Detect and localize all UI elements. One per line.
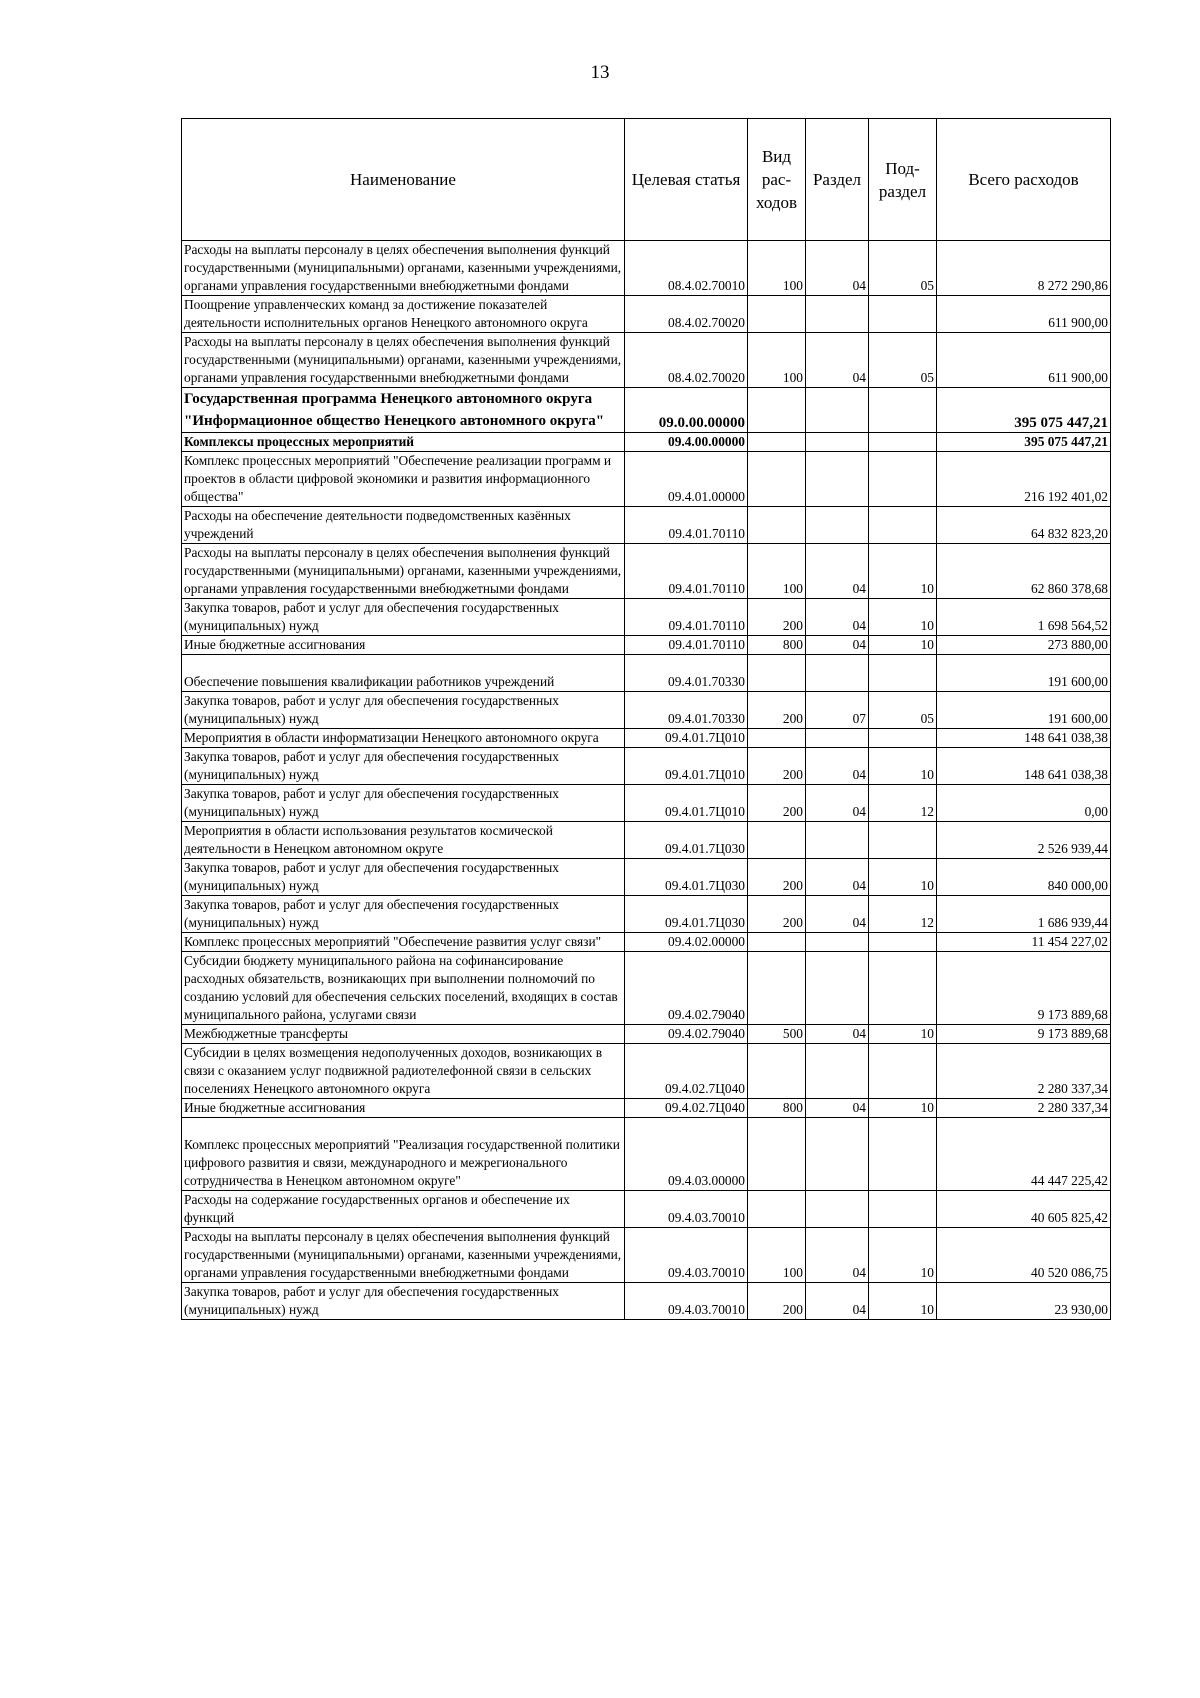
row-name: Обеспечение повышения квалификации работников учреждений	[182, 655, 625, 692]
row-target-code: 09.4.02.79040	[625, 1025, 748, 1044]
row-target-code: 09.4.01.70330	[625, 692, 748, 729]
row-name: Иные бюджетные ассигнования	[182, 1099, 625, 1118]
row-name: Расходы на обеспечение деятельности подведомственных казённых учреждений	[182, 507, 625, 544]
row-target-code: 09.4.01.70110	[625, 636, 748, 655]
row-subsection: 10	[869, 1099, 937, 1118]
row-target-code: 09.4.01.7Ц010	[625, 748, 748, 785]
row-subsection: 10	[869, 1228, 937, 1283]
row-subsection	[869, 507, 937, 544]
table-row	[182, 822, 1111, 859]
row-target-code: 09.4.01.7Ц030	[625, 859, 748, 896]
row-section	[806, 507, 869, 544]
row-target-code: 09.4.03.00000	[625, 1118, 748, 1191]
row-total: 9 173 889,68	[937, 952, 1111, 1025]
row-section: 04	[806, 241, 869, 296]
row-section	[806, 655, 869, 692]
row-total: 611 900,00	[937, 333, 1111, 388]
table-row	[182, 896, 1111, 933]
row-section	[806, 1044, 869, 1099]
row-target-code: 08.4.02.70010	[625, 241, 748, 296]
row-section	[806, 933, 869, 952]
row-target-code: 09.4.01.7Ц010	[625, 729, 748, 748]
row-total: 216 192 401,02	[937, 452, 1111, 507]
row-target-code: 09.4.01.00000	[625, 452, 748, 507]
row-name: Мероприятия в области информатизации Ненецкого автономного округа	[182, 729, 625, 748]
row-total: 8 272 290,86	[937, 241, 1111, 296]
row-subsection	[869, 729, 937, 748]
row-kind	[748, 822, 806, 859]
row-section: 04	[806, 636, 869, 655]
row-total: 611 900,00	[937, 296, 1111, 333]
row-name: Субсидии в целях возмещения недополученных доходов, возникающих в связи с оказанием услуг подвижной радиотелефонной связи в сельских поселениях Ненецкого автономного округа	[182, 1044, 625, 1099]
row-target-code: 09.4.03.70010	[625, 1228, 748, 1283]
row-subsection	[869, 1191, 937, 1228]
table-row	[182, 599, 1111, 636]
row-subsection: 10	[869, 859, 937, 896]
row-target-code: 08.4.02.70020	[625, 296, 748, 333]
row-section	[806, 296, 869, 333]
table-row	[182, 1099, 1111, 1118]
row-name: Межбюджетные трансферты	[182, 1025, 625, 1044]
row-section: 04	[806, 896, 869, 933]
row-subsection	[869, 822, 937, 859]
row-total: 2 280 337,34	[937, 1044, 1111, 1099]
row-name: Иные бюджетные ассигнования	[182, 636, 625, 655]
page-number: 13	[590, 62, 610, 83]
table-row	[182, 1283, 1111, 1320]
row-kind: 800	[748, 636, 806, 655]
header-subsection-line-2: раздел	[878, 181, 927, 201]
row-subsection	[869, 655, 937, 692]
row-name: Расходы на выплаты персоналу в целях обеспечения выполнения функций государственными (муниципальными) органами, казенными учреждениями, органами управления государственными внебюджетными фондами	[182, 333, 625, 388]
row-subsection: 05	[869, 333, 937, 388]
row-kind	[748, 952, 806, 1025]
row-total: 64 832 823,20	[937, 507, 1111, 544]
row-kind: 200	[748, 859, 806, 896]
row-name: Комплекс процессных мероприятий "Реализация государственной политики цифрового развития и связи, международного и межрегионального сотрудничества в Ненецком автономном округе"	[182, 1118, 625, 1191]
row-target-code: 09.4.03.70010	[625, 1191, 748, 1228]
header-kind	[748, 119, 806, 241]
row-total: 148 641 038,38	[937, 729, 1111, 748]
row-total: 1 686 939,44	[937, 896, 1111, 933]
header-subsection-line-1: Под-	[885, 158, 920, 178]
table-row	[182, 785, 1111, 822]
row-total: 62 860 378,68	[937, 544, 1111, 599]
header-name: Наименование	[182, 119, 625, 241]
row-name: Комплексы процессных мероприятий	[182, 433, 625, 452]
table-row	[182, 452, 1111, 507]
row-kind	[748, 729, 806, 748]
row-kind	[748, 1044, 806, 1099]
table-row	[182, 296, 1111, 333]
table-row	[182, 952, 1111, 1025]
row-subsection: 10	[869, 1025, 937, 1044]
row-subsection	[869, 452, 937, 507]
row-kind: 500	[748, 1025, 806, 1044]
row-kind: 100	[748, 544, 806, 599]
row-total: 9 173 889,68	[937, 1025, 1111, 1044]
row-target-code: 09.4.03.70010	[625, 1283, 748, 1320]
row-kind	[748, 1191, 806, 1228]
row-section: 04	[806, 1025, 869, 1044]
row-section: 04	[806, 785, 869, 822]
row-name: Закупка товаров, работ и услуг для обеспечения государственных (муниципальных) нужд	[182, 1283, 625, 1320]
row-target-code: 09.4.01.70110	[625, 507, 748, 544]
row-kind	[748, 1118, 806, 1191]
table-row	[182, 544, 1111, 599]
row-subsection	[869, 1118, 937, 1191]
table-row	[182, 655, 1111, 692]
row-section	[806, 433, 869, 452]
row-target-code: 09.4.00.00000	[625, 433, 748, 452]
row-total: 40 520 086,75	[937, 1228, 1111, 1283]
row-subsection: 10	[869, 1283, 937, 1320]
table-row	[182, 333, 1111, 388]
row-kind: 100	[748, 1228, 806, 1283]
row-kind: 200	[748, 599, 806, 636]
table-row	[182, 1044, 1111, 1099]
row-name: Расходы на выплаты персоналу в целях обеспечения выполнения функций государственными (муниципальными) органами, казенными учреждениями, органами управления государственными внебюджетными фондами	[182, 241, 625, 296]
row-name: Расходы на выплаты персоналу в целях обеспечения выполнения функций государственными (муниципальными) органами, казенными учреждениями, органами управления государственными внебюджетными фондами	[182, 1228, 625, 1283]
header-kind-line-2: рас-	[761, 170, 792, 189]
row-name: Расходы на содержание государственных органов и обеспечение их функций	[182, 1191, 625, 1228]
row-section: 04	[806, 599, 869, 636]
row-target-code: 09.0.00.00000	[625, 388, 748, 433]
header-kind-line-1: Вид	[761, 147, 792, 166]
row-section	[806, 1191, 869, 1228]
row-name: Расходы на выплаты персоналу в целях обеспечения выполнения функций государственными (муниципальными) органами, казенными учреждениями, органами управления государственными внебюджетными фондами	[182, 544, 625, 599]
row-section	[806, 388, 869, 433]
row-name: Закупка товаров, работ и услуг для обеспечения государственных (муниципальных) нужд	[182, 599, 625, 636]
header-subsection	[869, 119, 937, 241]
row-kind	[748, 507, 806, 544]
row-total: 1 698 564,52	[937, 599, 1111, 636]
table-header-row	[182, 119, 1111, 241]
table-row	[182, 1228, 1111, 1283]
header-total: Всего расходов	[937, 119, 1111, 241]
table-row	[182, 388, 1111, 433]
header-kind-line-3: ходов	[755, 193, 798, 212]
row-name: Комплекс процессных мероприятий "Обеспечение развития услуг связи"	[182, 933, 625, 952]
row-target-code: 09.4.02.79040	[625, 952, 748, 1025]
row-kind	[748, 433, 806, 452]
header-section: Раздел	[806, 119, 869, 241]
row-total: 40 605 825,42	[937, 1191, 1111, 1228]
table-row	[182, 933, 1111, 952]
table-row	[182, 729, 1111, 748]
row-section	[806, 452, 869, 507]
row-section: 04	[806, 1283, 869, 1320]
budget-table	[181, 118, 1111, 1320]
row-subsection: 10	[869, 748, 937, 785]
row-total: 44 447 225,42	[937, 1118, 1111, 1191]
row-target-code: 09.4.01.70110	[625, 599, 748, 636]
row-kind: 200	[748, 896, 806, 933]
row-kind: 800	[748, 1099, 806, 1118]
row-total: 148 641 038,38	[937, 748, 1111, 785]
row-kind: 200	[748, 785, 806, 822]
row-target-code: 09.4.02.00000	[625, 933, 748, 952]
row-section: 07	[806, 692, 869, 729]
table-row	[182, 1118, 1111, 1191]
row-section: 04	[806, 333, 869, 388]
row-section: 04	[806, 859, 869, 896]
row-name: Закупка товаров, работ и услуг для обеспечения государственных (муниципальных) нужд	[182, 748, 625, 785]
row-total: 273 880,00	[937, 636, 1111, 655]
row-kind	[748, 452, 806, 507]
row-total: 191 600,00	[937, 655, 1111, 692]
row-subsection: 12	[869, 785, 937, 822]
row-section: 04	[806, 748, 869, 785]
table-body	[182, 241, 1111, 1320]
table-row	[182, 1025, 1111, 1044]
row-name: Государственная программа Ненецкого автономного округа "Информационное общество Ненецкого автономного округа"	[182, 388, 625, 433]
table-row	[182, 692, 1111, 729]
row-kind: 100	[748, 333, 806, 388]
table-row	[182, 636, 1111, 655]
row-total: 395 075 447,21	[937, 388, 1111, 433]
row-subsection: 10	[869, 636, 937, 655]
row-section: 04	[806, 1228, 869, 1283]
row-subsection	[869, 433, 937, 452]
row-target-code: 09.4.02.7Ц040	[625, 1099, 748, 1118]
row-kind: 200	[748, 1283, 806, 1320]
row-target-code: 09.4.01.70110	[625, 544, 748, 599]
row-section	[806, 822, 869, 859]
row-name: Мероприятия в области использования результатов космической деятельности в Ненецком автономном округе	[182, 822, 625, 859]
row-total: 0,00	[937, 785, 1111, 822]
row-name: Закупка товаров, работ и услуг для обеспечения государственных (муниципальных) нужд	[182, 896, 625, 933]
row-total: 2 280 337,34	[937, 1099, 1111, 1118]
row-subsection: 05	[869, 241, 937, 296]
row-total: 840 000,00	[937, 859, 1111, 896]
row-section	[806, 1118, 869, 1191]
row-kind	[748, 933, 806, 952]
row-target-code: 09.4.02.7Ц040	[625, 1044, 748, 1099]
table-row	[182, 859, 1111, 896]
row-kind: 200	[748, 748, 806, 785]
row-target-code: 09.4.01.70330	[625, 655, 748, 692]
row-kind	[748, 655, 806, 692]
row-kind	[748, 296, 806, 333]
row-subsection	[869, 1044, 937, 1099]
row-name: Поощрение управленческих команд за достижение показателей деятельности исполнительных органов Ненецкого автономного округа	[182, 296, 625, 333]
row-subsection: 12	[869, 896, 937, 933]
row-target-code: 09.4.01.7Ц030	[625, 822, 748, 859]
row-total: 191 600,00	[937, 692, 1111, 729]
row-subsection	[869, 933, 937, 952]
row-target-code: 09.4.01.7Ц030	[625, 896, 748, 933]
row-subsection	[869, 296, 937, 333]
row-name: Закупка товаров, работ и услуг для обеспечения государственных (муниципальных) нужд	[182, 692, 625, 729]
table-row	[182, 748, 1111, 785]
row-target-code: 08.4.02.70020	[625, 333, 748, 388]
table-row	[182, 241, 1111, 296]
table-row	[182, 433, 1111, 452]
row-total: 395 075 447,21	[937, 433, 1111, 452]
row-total: 23 930,00	[937, 1283, 1111, 1320]
row-name: Закупка товаров, работ и услуг для обеспечения государственных (муниципальных) нужд	[182, 859, 625, 896]
row-subsection: 10	[869, 599, 937, 636]
row-section: 04	[806, 544, 869, 599]
row-kind: 100	[748, 241, 806, 296]
row-section	[806, 729, 869, 748]
row-kind: 200	[748, 692, 806, 729]
row-name: Субсидии бюджету муниципального района на софинансирование расходных обязательств, возникающих при выполнении полномочий по созданию условий для обеспечения сельских поселений, входящих в состав муниципального района, услугами связи	[182, 952, 625, 1025]
row-section: 04	[806, 1099, 869, 1118]
row-total: 2 526 939,44	[937, 822, 1111, 859]
row-target-code: 09.4.01.7Ц010	[625, 785, 748, 822]
row-name: Закупка товаров, работ и услуг для обеспечения государственных (муниципальных) нужд	[182, 785, 625, 822]
header-target: Целевая статья	[625, 119, 748, 241]
row-total: 11 454 227,02	[937, 933, 1111, 952]
row-subsection	[869, 388, 937, 433]
row-subsection: 05	[869, 692, 937, 729]
row-subsection: 10	[869, 544, 937, 599]
table-row	[182, 1191, 1111, 1228]
row-section	[806, 952, 869, 1025]
table-row	[182, 507, 1111, 544]
row-kind	[748, 388, 806, 433]
row-name: Комплекс процессных мероприятий "Обеспечение реализации программ и проектов в области цифровой экономики и развития информационного общества"	[182, 452, 625, 507]
row-subsection	[869, 952, 937, 1025]
